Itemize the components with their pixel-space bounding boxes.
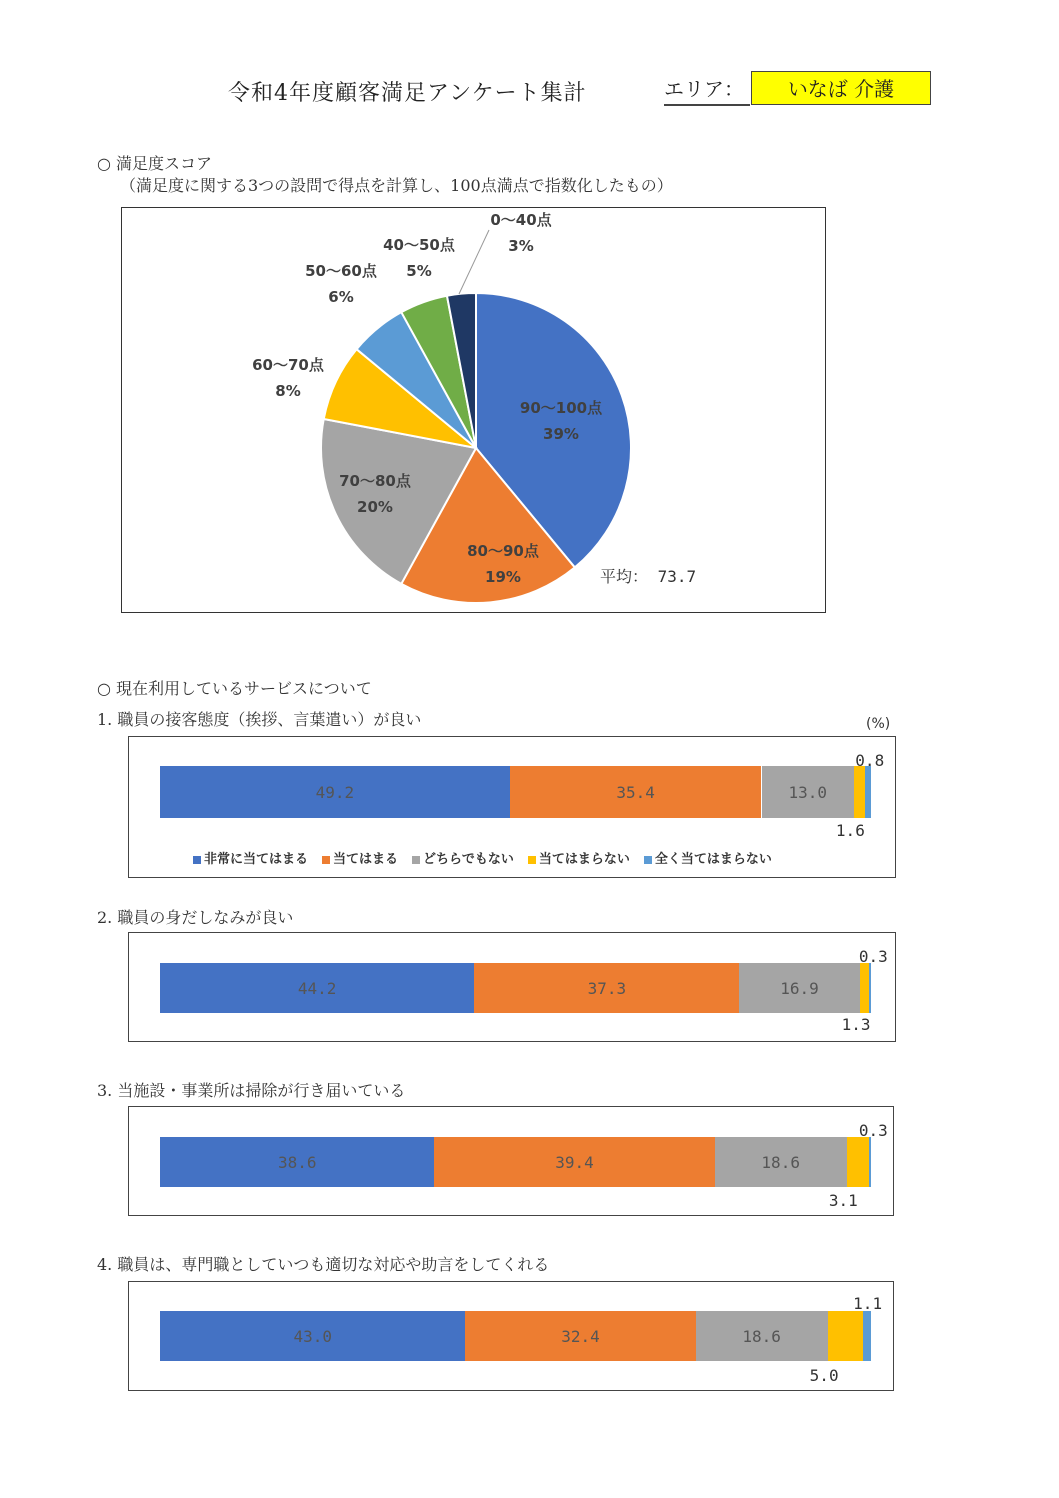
legend-swatch [644,856,652,864]
legend-item [644,848,772,867]
pie-slice-percent: 39% [543,425,579,443]
pie-slice-label: 80～90点 [467,542,539,560]
question-4-title: 4. 職員は、専門職としていつも適切な対応や助言をしてくれる [97,1255,550,1274]
stacked-bar-4 [160,1311,871,1361]
pie-leader-line [459,230,489,294]
pie-slice-percent: 19% [485,568,521,586]
bar-1-label-4: 0.8 [855,751,885,770]
section-subheading-score: （満足度に関する3つの設問で得点を計算し、100点満点で指数化したもの） [120,176,673,195]
bar-segment-label: 16.9 [739,963,859,1013]
legend-label: どちらでもない [423,852,514,867]
legend-item [528,848,630,867]
area-label: エリア： [664,72,750,106]
bar-segment-label: 35.4 [510,766,762,818]
question-1-title: 1. 職員の接客態度（挨拶、言葉遣い）が良い [97,710,422,729]
bar-segment-label: 32.4 [465,1311,695,1361]
pie-slice-percent: 20% [357,498,393,516]
pie-slice-label: 0～40点 [490,211,552,229]
legend-label: 全く当てはまらない [654,852,772,867]
legend-swatch [412,856,420,864]
bar-chart-frame-2 [128,932,896,1042]
legend-label: 当てはまる [333,852,399,867]
bar-segment [869,1137,871,1187]
average-score: 平均： 73.7 [600,567,697,586]
legend-item [322,848,398,867]
pie-slice-percent: 5% [406,262,432,280]
pie-slice-percent: 3% [508,237,534,255]
bar-chart-frame-3 [128,1106,894,1216]
legend-swatch [322,856,330,864]
stacked-bar-3 [160,1137,871,1187]
legend-label: 当てはまらない [538,852,630,867]
pie-slice-label: 70～80点 [339,472,411,490]
pie-chart [122,208,825,612]
bar-chart-frame-4 [128,1281,894,1391]
bar-segment [865,766,871,818]
legend-item [193,848,308,867]
bar-segment [869,963,871,1013]
stacked-bar-1 [160,766,871,818]
pie-slice-label: 60～70点 [252,356,324,374]
legend-label: 非常に当てはまる [204,852,309,867]
section-heading-service: ○ 現在利用しているサービスについて [97,679,372,698]
bar-4-label-3: 5.0 [809,1366,839,1385]
bar-segment [860,963,869,1013]
bar-segment-label: 37.3 [474,963,739,1013]
bar-4-label-4: 1.1 [853,1294,883,1313]
bar-3-label-3: 3.1 [828,1191,858,1210]
area-value: いなば 介護 [751,71,931,105]
bar-1-label-3: 1.6 [835,821,865,840]
bar-segment [863,1311,871,1361]
bar-chart-frame-1 [128,736,896,878]
pie-slice-label: 90～100点 [519,399,603,417]
bar-2-label-3: 1.3 [841,1015,871,1034]
legend-item [412,848,514,867]
bar-segment-label: 44.2 [160,963,474,1013]
pie-chart-frame [121,207,826,613]
stacked-bar-2 [160,963,871,1013]
bar-segment-label: 18.6 [696,1311,828,1361]
page-title: 令和4年度顧客満足アンケート集計 [228,81,587,106]
bar-segment-label: 18.6 [715,1137,847,1187]
question-3-title: 3. 当施設・事業所は掃除が行き届いている [97,1081,406,1100]
legend-swatch [528,856,536,864]
section-heading-score: ○ 満足度スコア [97,154,213,173]
question-2-title: 2. 職員の身だしなみが良い [97,908,294,927]
bar-2-label-4: 0.3 [858,947,888,966]
legend-swatch [193,856,201,864]
percent-unit: (%) [866,716,891,732]
bar-segment-label: 49.2 [160,766,510,818]
pie-slice-label: 40～50点 [383,236,455,254]
bar-segment [854,766,865,818]
bar-segment [847,1137,869,1187]
bar-segment-label: 38.6 [160,1137,434,1187]
bar-segment-label: 13.0 [762,766,854,818]
pie-slice-percent: 6% [328,288,354,306]
pie-slice-label: 50～60点 [305,262,377,280]
pie-slice-percent: 8% [275,382,301,400]
bar-3-label-4: 0.3 [858,1121,888,1140]
bar-segment-label: 43.0 [160,1311,465,1361]
legend [193,848,772,867]
bar-segment [828,1311,864,1361]
bar-segment-label: 39.4 [434,1137,714,1187]
